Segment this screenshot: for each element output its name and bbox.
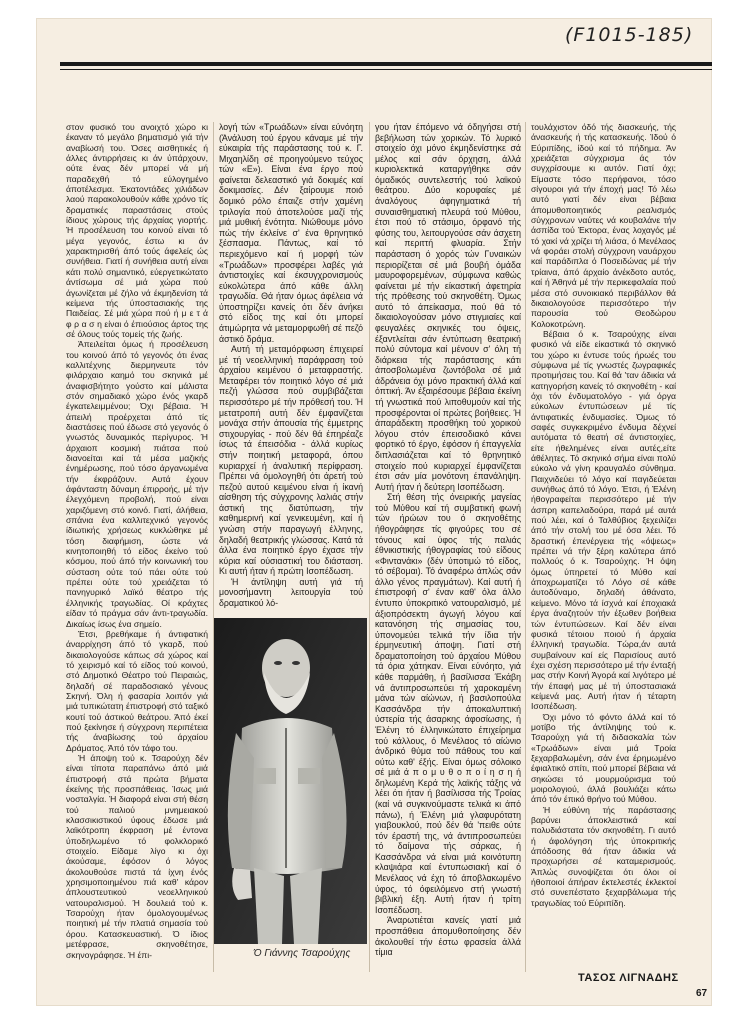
column-divider (525, 122, 526, 972)
paragraph: Στή θέση τής όνειρικής μαγείας τού Μύθου καί τή συμβατική φωνή τών ήρώων του ό σκηνοθέτης ήθογράφησε τίς φιγούρες του σέ τόνους καί ύφος τής παλιάς έθνικιστικής ήθογραφίας τού είδους «Φιντανάκι» (δέν ύποτιμώ τό είδος, τό σέβομαι). Τό άναφέρω άπλώς σάν άλλο γένος πραγμάτων). Καί αυτή ή έπιστροφή σ' έναν καθ' όλα άλλο έντυπο ύποκριτικό νατουραλισμό, μέ άξιοπρόσεκτη άγωγή λόγου καί κατανόηση τής σημασίας του, ύπονομεύει τελικά τήν ίδια τήν έρμηνευτική άποψη. Γιατί στή δραματοποίηση τού άρχαίου Μύθου τά όρια χάτηκαν. Είναι εύνόητο, γιά κάθε παρμάθη, ή βασίλισσα Έκάβη νά άντιπροσωπεύει τή χαροκαμένη μάνα τών αίώνων, ή βασιλοπούλα Κασσάνδρα τήν άποκαλυπτική ύστερία τής άσαρκης άφοσίωσης, ή Έλένη τό έλληνικώτατο έπιχείρημα τού κάλλους, ό Μενέλαος τό αίώνιο άνδρικό θύμα τού πάθους του καί ούτω καθ' έξής. Είναι όμως σόλοικο σέ μιά ά π ο μ υ θ ο π ο ί η σ η ή δηλωμένη Κερά τής λαϊκής τάξης νά λέει ότι ήταν ή βασίλισσα τής Τροίας (καί νά συγκινούμαστε τελικά κι άπό πάνω), ή Έλένη μιά γλαφυρότατη γιαβουκλού, πού δέν θά 'πειθε ούτε τόν έραστή της, νά άντιπροσωπεύει τό δαίμονα τής σάρκας, ή Κασσάνδρα νά είναι μιά κοινότυπη κλαψιάρα καί έντυπωσιακή καί ό Μενέλαος νά έχη τό άποβλακωμένο ύφος, τό όφειλόμενο στή γνωστή βιβλική έξη. Αυτή ήταν ή τρίτη Ισοπέδωση. (375, 492, 521, 915)
paragraph: Βέβαια ό κ. Τσαρούχης είναι φυσικό νά είδε είκαστικά τό σκηνικό του χώρο κι έντυσε τούς ήρωές του σύμφωνα μέ τίς γνωστές ζωγραφικές προτιμήσεις του. Καί θά 'ταν άδικία νά κατηγορήση κανείς τό σκηνοθέτη - καί όχι τόν ένδυματολόγο - γιά όργα εύκολων έντυπώσεων μέ τίς άντιφατικές ένδυμασίες. Όμως τό σαφές συγκεκριμένο ένδυμα δέχνεί αυτόματα τό θεατή σέ άντιστοιχίες, είτε ήθελημένες είναι αυτές,είτε άθέλητες. Τό σκηνικό σήμα είναι πολύ εύκολο νά γίνη κραυγαλέο σύνθημα. Παιχνιδεύει τό λόγο καί παγιδεύεται συνήθως άπό τό λόγο. Έτσι, ή Έλένη ήθογραφείται περισσότερο μέ τήν άσπρη καπελαδούρα, παρά μέ αυτά πού λέει, καί ό Ταλθύβιος ξεχειλίζει άπό τήν στολή του μέ όσα λέει. Τό δραστική έπενέργεια τής «όψεως» πρέπει νά τήν ξέρη καλύτερα άπό πολλούς ό κ. Τσαρούχης. Ή όψη όμως ύπηρετεί τό Μύθο καί άποχρωματίζει τό Λόγο σέ κάθε άυτοδύναμο, δηλαδή άθάνατο, κείμενο. Μόνο τά ίσχνά καί έποχιακά έργα άναζητούν τήν έξωθεν βοήθεια τών έντυπώσεων. Καί δέν είναι φυσικά τέτοιου ποιού ή άρχαία έλληνική τραγωδία. Τώρα,άν αυτά συμβαίνουν καί είς Παρισίους αυτό έχει σχέση περισσότερο μέ τήν ένταξή μας στήν Κοινή Άγορά καί λιγότερο μέ τήν έπαφή μας μέ τή ύποστασιακά κείμενά μας. Αυτή ήταν ή τέταρτη Ισοπέδωση. (531, 328, 676, 712)
paragraph: γου ήταν έπόμενο νά όδηγήσει στή βεβήλωση τών χορικών. Τό λυρικό στοιχείο όχι μόνο έκμηδενίστηκε σά μέλος καί σάν όρχηση, άλλά κυριολεκτικά καταργήθηκε σάν όμαδικός συντελεστής τού λαϊκού θεάτρου. Δύο κορυφαίες μέ άναλόγους άφηγηματικά τή συναισθηματική πλευρά τού Μύθου, έτσι πού τό στάσιμο, όρφανό τής φύσης του, λειτουργούσε σάν άσχετη καί περιττή φλυαρία. Στήν παράσταση ό χορός τών Γυναικών περιορίζεται σέ μιά βουβή όμάδα μαυροφορεμένων, σύμφωνα καθώς φαίνεται μέ τήν είκαστική άφετηρία τής πρόθεσης τού σκηνοθέτη. Όμως αυτό τό άπείκασμα, πού θά τό δικαιολογούσαν μόνο στιγμιαίες καί φευγαλέες σκηνικές του όψεις, έξαντλείται σάν έντύπωση θεατρική πολύ σύντομα καί μένουν σ' όλη τή διάρκεια τής παράστασης κάτι άποσβολωμένα ζωντόβολα σέ μιά άδράνεια όχι μόνο πρακτική άλλά καί όπτική. Άν έξαιρέσουμε βέβαια έκείνη τή γνωστικά πού λιποθυμούν καί τής προσφέρονται οί πρώτες βοήθειες. Ή άπαράδεκτη προσθήκη τού χορικού λόγου στόν έπεισοδιακό κάνει φορτικό τό έργο, έφόσον ή έπαγγελία διπλασιάζεται καί τό θρηνητικό στοιχείο πού κυριαρχεί έμφανίζεται έτσι σάν μία μονότονη έπανάληψη. Αυτή ήταν ή δεύτερη Ισοπέδωση. (375, 122, 521, 492)
page-number: 67 (696, 988, 708, 999)
article-column-2 (219, 122, 363, 622)
paragraph: Ή άποψη τού κ. Τσαρούχη δέν είναι τίποτα παραπάνω άπό μιά έπιστροφή στά πρώτα βήματα έκείνης τής προσπάθειας. Ίσως μιά νοσταλγία. Ή διαφορά είναι στή θέση τού παλιού μνημειακού κλασσικιστικού ύφους έδωσε μιά λαϊκότροπη έκφραση μέ έντονα ύποδηλωμένο τό φολκλορικό στοιχείο. Είδαμε λίγο κι όχι άκούσαμε, έφόσον ό λόγος άκολουθούσε πιστά τά ίχνη ένός χρησιμοποιημένου πιά καθ' κάρον άπλουστευτικού νεοελληνικού νατουραλισμού. Ή δουλειά τού κ. Τσαρούχη ήταν όμολογουμένως ποιητική μέ τήν πλατιά σημασία τού όρου. Κατασκευαστική. Ό ίδιος μετέφρασε, σκηνοθέτησε, σκηνογράφησε. Ή έπι- (66, 752, 208, 960)
paragraph: τουλάχιστον όδό τής διασκευής, τής άνασκευής ή τής κατασκευής. Ίδού ό Εύριπίδης, ίδού καί τό πήδημα. Άν χρειάζεται σύγχρισμα άς τόν συγχρίσουμε κι αυτόν. Γιατί όχι; Είμαστε τόσο περήφανοι, τόσο σίγουροι γιά τήν έποχή μας! Τό λέω αυτό γιατί δέν είναι βέβαια άπομυθοποιητικός ρεαλισμός σύγχρονων ναύτες νά κουβαλάνε τήν άσπίδα τού Έκτορα, ένας λοχαγός μέ τό χακί νά χρίζει τή λιάσα, ό Μενέλαος νά φοράει στολή σύγχρονη ναυάρχου καί παράδιπλα ό Ποσειδώνας μέ τήν τρίαινα, άπό άρχαίο άνέκδοτο αυτός, καί ή Άθηνά μέ τήν περικεφαλαία πού μέσα στό συνοικιακό περιβάλλον θά δικαιολογούσε περισσότερο τήν παρουσία τού Θεοδώρου Κολοκοτρώνη. (531, 122, 676, 329)
article-column-4 (531, 122, 676, 942)
paragraph: Αυτή τή μεταμόρφωση έπιχειρεί μέ τή νεοελληνική παράφραση τού άρχαίου κειμένου ό μεταφραστής. Μεταφέρει τόν ποιητικό λόγο σέ μιά πεζή γλώσσα πού συμβιβάζεται περισσότερο μέ τήν πρόθεσή του. Ή μετατροπή αυτή δέν έμφανίζεται μονάχα στήν άπουσία τής έμμετρης στιχουργίας - πού δέν θά έπηρέαζε ίσως τά έπεισόδια - άλλά κυρίως στήν ποιητική μεταφορά, όπου κυριαρχεί ή άναλυτική περίφραση. Πρέπει νά όμολογηθή ότι άρετή τού πεζού αυτού κειμένου είναι ή ίκανή αίσθηση τής σύγχρονης λαλιάς στήν άστική της διατύπωση, τήν καθημερινή καί γενικευμένη, καί ή γνώση στήν παραγωγή έλληνης, δηλαδή θεατρικής γλώσσας. Κατά τά άλλα ένα ποιητικό έργο έχασε τήν κύρια καί ούσιαστική του διάσταση. Κι αυτή ήταν ή πρώτη Ισοπέδωση. (219, 344, 363, 577)
paragraph: στον φυσικό του ανοιχτό χώρο κι έκαναν τό μεγάλο βηματισμό γιά τήν αναβίωσή του. Όσες αισθητικές ή άλλες άντιρρήσεις κι άν ύπάρχουν, ούτε ένας δέν μπορεί νά μή παραδεχθή τό εύλογημένο άποτέλεσμα. Έκατοντάδες χιλιάδων λαού παρακολουθούν κάθε χρόνο τίς δραματικές παραστάσεις στούς ίδιους χώρους τής άρχαίας γιορτής. Ή προσέλευση του κοινού είναι τό μέγα γεγονός, έστω κι άν χαρακτηρισθή άπό τούς άφελείς ώς συνήθεια. Γιατί ή συνήθεια αυτή είναι κάτι πολύ σημαντικό, εύεργετικώτατο άντίσωμα σέ μιά χώρα πού άγωνίζεται μέ ζήλο νά έκμηδενίση τά κείμενα τής ύποστασιακής της Παιδείας. Σέ μιά χώρα πού ή μ ε τ ά φ ρ α σ η είναι ό έπιούσιος άρτος της σέ όλους τούς τομείς τής ζωής. (66, 122, 208, 339)
author-signature: ΤΑΣΟΣ ΛΙΓΝΑΔΗΣ (578, 972, 679, 984)
paragraph: Όχι μόνο τό φόντο άλλά καί τό μοτίβο τής άντίληψης τού κ. Τσαρούχη γιά τή διδασκαλία τών «Τρωάδων» είναι μιά Τροία ξεχαρβαλωμένη, σάν ένα έρημωμένο έφιαλτικό σπίτι, πού μπορεί βέβαια νά σηκώσει τό μουρμούρισμα τού μοιρολογιού, άλλά βουλιάζει κάτω άπό τόν έπικό θρήνο τού Μύθου. (531, 711, 676, 805)
paragraph: Έτσι, βρεθήκαμε ή άντιφατική άναρρίχηση άπό τό γκαρδ, πού δικαιολογούσε κάπως σά χώρος καί τό χειρισμό καί τό είδος τού κοινού, στό Δημοτικό Θέατρο τού Πειραιώς, δηλαδή σέ παραδοσιακό γένους Σκηνή. Όλη ή φασαρία λοιπόν γιά μιά τυπικώτατη έπιστροφή στό ταξικό κουτί τού άστικού θεάτρου. Άπό έκεί πού ξεκίνησε ή σύγχρονη περιπέτεια τής άναβίωσης τού άρχαίου Δράματος. Άπό τόν τάφο του. (66, 628, 208, 753)
header-rule-thick (60, 62, 712, 66)
article-column-1 (66, 122, 208, 972)
paragraph: λογή τών «Τρωάδων» είναι εύνόητη (Άνάλυση τού έργου κάναμε μέ τήν εύκαιρία τής παράστασης τού κ. Γ. Μιχαηλίδη σέ προηγούμενο τεύχος τών «Ε»). Είναι ένα έργο πού φαίνεται δελεαστικό γιά δοκιμές καί δοκιμασίες. Δέν ξαίρουμε ποιό δομικό ρόλο έπαιζε στήν χαμένη τριλογία πού άποτελούσε μαζί τής μιά μυθική ένότητα. Νιώθουμε μόνο πώς τήν έκλείνε σ' ένα θρηνητικό ξέσπασμα. Πάντως, καί τό περιεχόμενο καί ή μορφή τών «Τρωάδων» προσφέρει λαβές γιά άντιστοιχίες καί έκσυγχρονισμούς εύκολώτερα άπό κάθε άλλη τραγωδία. Θά ήταν όμως άφέλεια νά ύποστηρίζει κανείς ότι δέν άνήκει στό είδος της καί ότι μπορεί άτιμώρητα νά μεταμορφωθή σέ πεζό άστικό δράμα. (219, 122, 363, 344)
header-rule-thin (60, 69, 712, 70)
portrait-photo (214, 618, 367, 944)
article-column-3 (375, 122, 521, 972)
paragraph: Ή εύθύνη τής παράστασης βαρύνει άποκλειστικά καί πολυδιάστατα τόν σκηνοθέτη. Γι αυτό ή άφολόγηση τής ύποκριτικής άπόδοσης θά ήταν άδικία νά προχωρήσει σέ καταμερισμούς. Άπλώς συνοψίζεται ότι όλοι οί ήθοποιοί άπήραν έκτελεστές έκλεκτοί στό συνεπέστατο ξεχαρβάλωμα τής τραγωδίας τού Εύριπίδη. (531, 804, 676, 908)
portrait-photo-illustration (214, 618, 367, 944)
paragraph: Άπειλείται όμως ή προσέλευση του κοινού άπό τό γεγονός ότι ένας καλλιτέχνης διερμηνευτε τόν φιλάρχαιο καημό του σκηνικά μέ άναφισβήτητο γούστο καί μάλιστα στόν σημαδιακό χώρο ένός γκαρδ έγκατελειμμένου; Όχι βέβαια. Ή άπειλή προέρχεται άπό τίς διαστάσεις πού έδωσε στό γεγονός ό γνωστός δυναμικός περίγυρος. Ή άρχαιοπ κοσμική πιάτσα πού διανοείται καί τά μέσα μαζικής ένημέρωσης, πού τόσο άργανωμένα τήν έκφράζουν. Αυτά έχουν άφάνταστη δύναμη έπιρροής, μέ τήν έλεγχόμενη προβολή, πού είναι χαριζόμενη στό κοινό. Γιατί, άλήθεια, σπάνια ένα καλλιτεχνικό γεγονός ίδιωτικής χρήσεως κυκλώθηκε μέ τόση διαφήμιση, ώστε νά κινητοποιηθή τό είδος έκείνο τού κόσμου, πού άπό τήν κοινωνική του σύσταση ούτε τού πάει ούτε τού πρέπει ούτε τού χρειάζεται τό πανηγυρικό λαϊκό θέατρο τής έλληνικής τραγωδίας. Οί κράχτες είδαν τό πράγμα σάν άντι-τραγωδία. Δικαίως ίσως ένα σημείο. (66, 339, 208, 629)
column-divider (369, 122, 370, 972)
paragraph: Άναρωτιέται κανείς γιατί μιά προσπάθεια άπομυθοποίησης δέν άκολουθεί τήν έστω φρασεία άλλά τίμια (375, 915, 521, 958)
paragraph: Ή άντίληψη αυτή γιά τή μονοσήμαντη λειτουργία τού δραματικού λό- (219, 576, 363, 609)
handwritten-archive-note: (F1015-185) (565, 24, 694, 46)
photo-caption: Ό Γιάννης Τσαρούχης (253, 948, 351, 959)
